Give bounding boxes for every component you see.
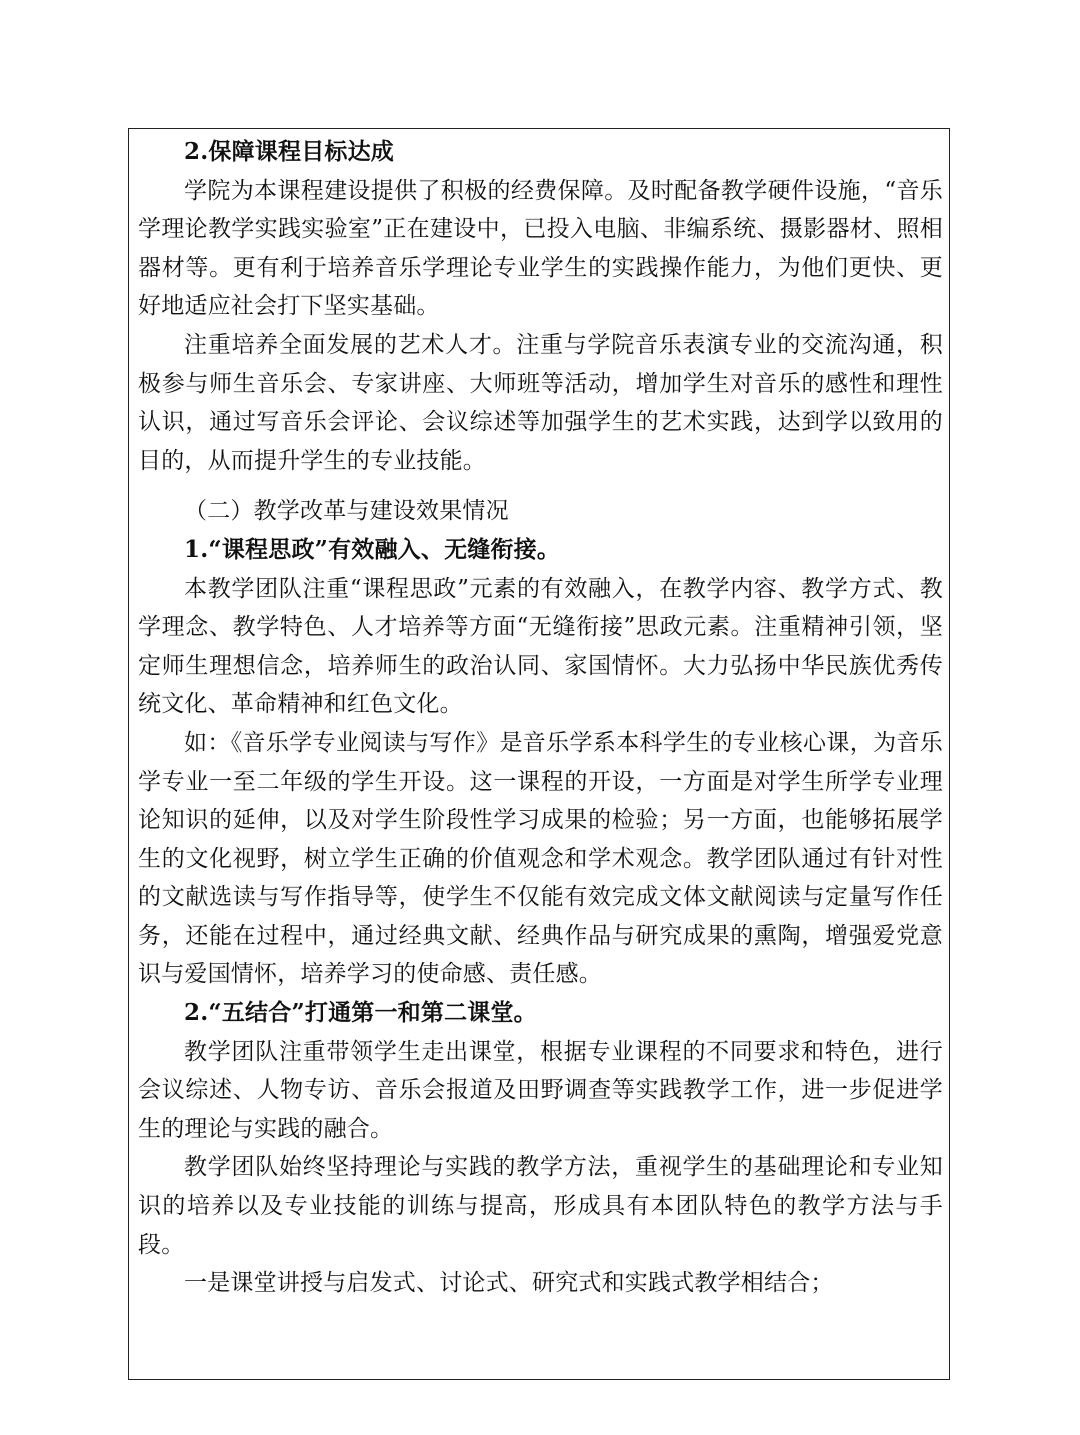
paragraph-method: 教学团队始终坚持理论与实践的教学方法，重视学生的基础理论和专业知识的培养以及专业技能的训练与提高，形成具有本团队特色的教学方法与手段。	[138, 1154, 943, 1258]
paragraph-first-point: 一是课堂讲授与启发式、讨论式、研究式和实践式教学相结合；	[184, 1270, 834, 1297]
paragraph-outside-class: 教学团队注重带领学生走出课堂，根据专业课程的不同要求和特色，进行会议综述、人物专访、音乐会报道及田野调查等实践教学工作，进一步促进学生的理论与实践的融合。	[138, 1038, 943, 1142]
heading-guarantee-goals: 2.保障课程目标达成	[184, 138, 395, 165]
heading-five-combinations: 2.“五结合”打通第一和第二课堂。	[184, 999, 537, 1027]
paragraph-funding: 学院为本课程建设提供了积极的经费保障。及时配备教学硬件设施，“音乐学理论教学实践实验室”正在建设中，已投入电脑、非编系统、摄影器材、照相器材等。更有利于培养音乐学理论专业学生的实践操作能力，为他们更快、更好地适应社会打下坚实基础。	[138, 177, 943, 320]
paragraph-talent: 注重培养全面发展的艺术人才。注重与学院音乐表演专业的交流沟通，积极参与师生音乐会、专家讲座、大师班等活动，增加学生对音乐的感性和理性认识，通过写音乐会评论、会议综述等加强学生的艺术实践，达到学以致用的目的，从而提升学生的专业技能。	[138, 331, 943, 474]
paragraph-example: 如：《音乐学专业阅读与写作》是音乐学系本科学生的专业核心课，为音乐学专业一至二年级的学生开设。这一课程的开设，一方面是对学生所学专业理论知识的延伸，以及对学生阶段性学习成果的检验；另一方面，也能够拓展学生的文化视野，树立学生正确的价值观念和学术观念。教学团队通过有针对性的文献选读与写作指导等，使学生不仅能有效完成文体文献阅读与定量写作任务，还能在过程中，通过经典文献、经典作品与研究成果的熏陶，增强爱党意识与爱国情怀，培养学习的使命感、责任感。	[138, 729, 943, 988]
document-body	[138, 133, 943, 1303]
section-title: （二）教学改革与建设效果情况	[184, 498, 509, 525]
paragraph-ideology: 本教学团队注重“课程思政”元素的有效融入，在教学内容、教学方式、教学理念、教学特色、人才培养等方面“无缝衔接”思政元素。注重精神引领，坚定师生理想信念，培养师生的政治认同、家国情怀。大力弘扬中华民族优秀传统文化、革命精神和红色文化。	[138, 575, 943, 718]
heading-ideology: 1.“课程思政”有效融入、无缝衔接。	[184, 535, 561, 563]
